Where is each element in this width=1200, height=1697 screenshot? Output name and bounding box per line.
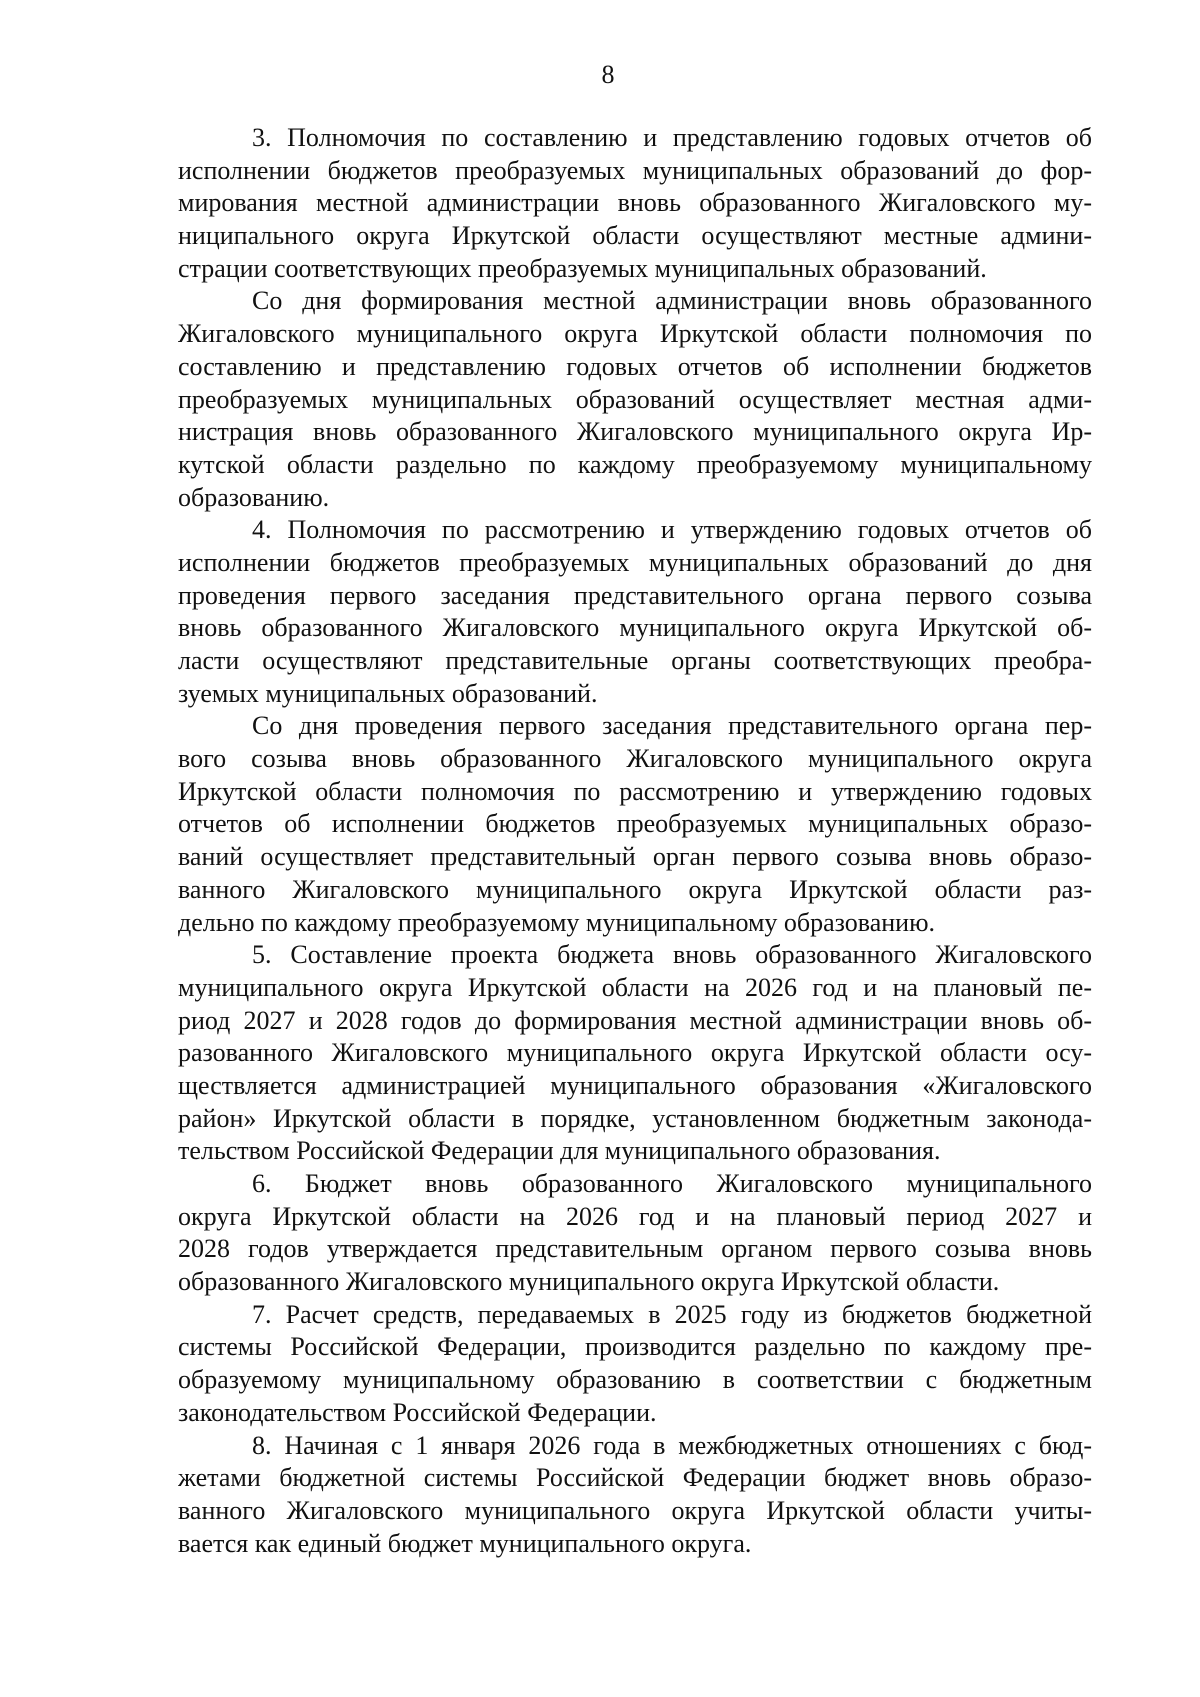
paragraph [178,1168,1092,1299]
text-line: риод 2027 и 2028 годов до формирования местной администрации вновь об- [178,1005,1092,1035]
text-line: ществляется администрацией муниципального образования «Жигаловского [178,1070,1092,1100]
text-line: 7. Расчет средств, передаваемых в 2025 году из бюджетов бюджетной [252,1299,1092,1329]
text-line: проведения первого заседания представительного органа первого созыва [178,580,1092,610]
text-line: Жигаловского муниципального округа Иркутской области полномочия по [178,319,1092,349]
text-line: системы Российской Федерации, производится раздельно по каждому пре- [178,1332,1092,1362]
text-line: разованного Жигаловского муниципального округа Иркутской области осу- [178,1038,1092,1068]
text-line: мирования местной администрации вновь образованного Жигаловского му- [178,188,1092,218]
text-line: ванного Жигаловского муниципального округа Иркутской области раз- [178,874,1092,904]
text-line: Со дня проведения первого заседания представительного органа пер- [252,711,1092,741]
text-line: законодательством Российской Федерации. [178,1397,657,1427]
text-line: образованию. [178,482,330,512]
text-line: зуемых муниципальных образований. [178,678,598,708]
text-line: вается как единый бюджет муниципального округа. [178,1528,752,1558]
text-line: 3. Полномочия по составлению и представлению годовых отчетов об [252,123,1092,152]
paragraph [178,1299,1092,1430]
text-line: 8. Начиная с 1 января 2026 года в межбюджетных отношениях с бюд- [252,1430,1092,1460]
text-line: образуемому муниципальному образованию в соответствии с бюджетным [178,1365,1092,1395]
document-body [178,122,1092,1560]
text-line: исполнении бюджетов преобразуемых муниципальных образований до фор- [178,155,1092,185]
text-line: муниципального округа Иркутской области на 2026 год и на плановый пе- [178,972,1092,1002]
text-line: район» Иркутской области в порядке, установленном бюджетным законода- [178,1103,1092,1133]
text-line: ваний осуществляет представительный орган первого созыва вновь образо- [178,842,1092,872]
text-line: ванного Жигаловского муниципального округа Иркутской области учиты- [178,1495,1092,1525]
text-line: образованного Жигаловского муниципального округа Иркутской области. [178,1267,1000,1297]
text-line: 2028 годов утверждается представительным органом первого созыва вновь [178,1234,1092,1264]
text-line: вновь образованного Жигаловского муниципального округа Иркутской об- [178,613,1092,643]
text-line: ласти осуществляют представительные органы соответствующих преобра- [178,646,1092,675]
text-line: страции соответствующих преобразуемых муниципальных образований. [178,253,987,283]
text-line: исполнении бюджетов преобразуемых муниципальных образований до дня [178,547,1092,577]
text-line: 5. Составление проекта бюджета вновь образованного Жигаловского [252,940,1092,970]
text-line: дельно по каждому преобразуемому муниципальному образованию. [178,907,936,937]
text-line: 4. Полномочия по рассмотрению и утверждению годовых отчетов об [252,515,1092,545]
text-line: вого созыва вновь образованного Жигаловского муниципального округа [178,744,1092,774]
text-line: Иркутской области полномочия по рассмотрению и утверждению годовых [178,776,1092,806]
paragraph [178,710,1092,939]
text-line: округа Иркутской области на 2026 год и на плановый период 2027 и [178,1201,1092,1231]
text-line: Со дня формирования местной администрации вновь образованного [252,286,1092,316]
text-line: 6. Бюджет вновь образованного Жигаловского муниципального [252,1169,1092,1198]
text-line: жетами бюджетной системы Российской Федерации бюджет вновь образо- [178,1463,1092,1493]
paragraph [178,1430,1092,1561]
text-line: отчетов об исполнении бюджетов преобразуемых муниципальных образо- [178,809,1092,839]
text-line: кутской области раздельно по каждому преобразуемому муниципальному [178,449,1092,479]
page-number: 8 [601,60,615,89]
paragraph [178,285,1092,514]
text-line: ниципального округа Иркутской области осуществляют местные админи- [178,221,1092,251]
paragraph [178,514,1092,710]
text-line: тельством Российской Федерации для муниципального образования. [178,1136,941,1166]
text-line: нистрация вновь образованного Жигаловского муниципального округа Ир- [178,417,1092,447]
text-line: преобразуемых муниципальных образований осуществляет местная адми- [178,384,1092,414]
paragraph [178,939,1092,1168]
text-line: составлению и представлению годовых отчетов об исполнении бюджетов [178,351,1092,381]
paragraph [178,122,1092,285]
